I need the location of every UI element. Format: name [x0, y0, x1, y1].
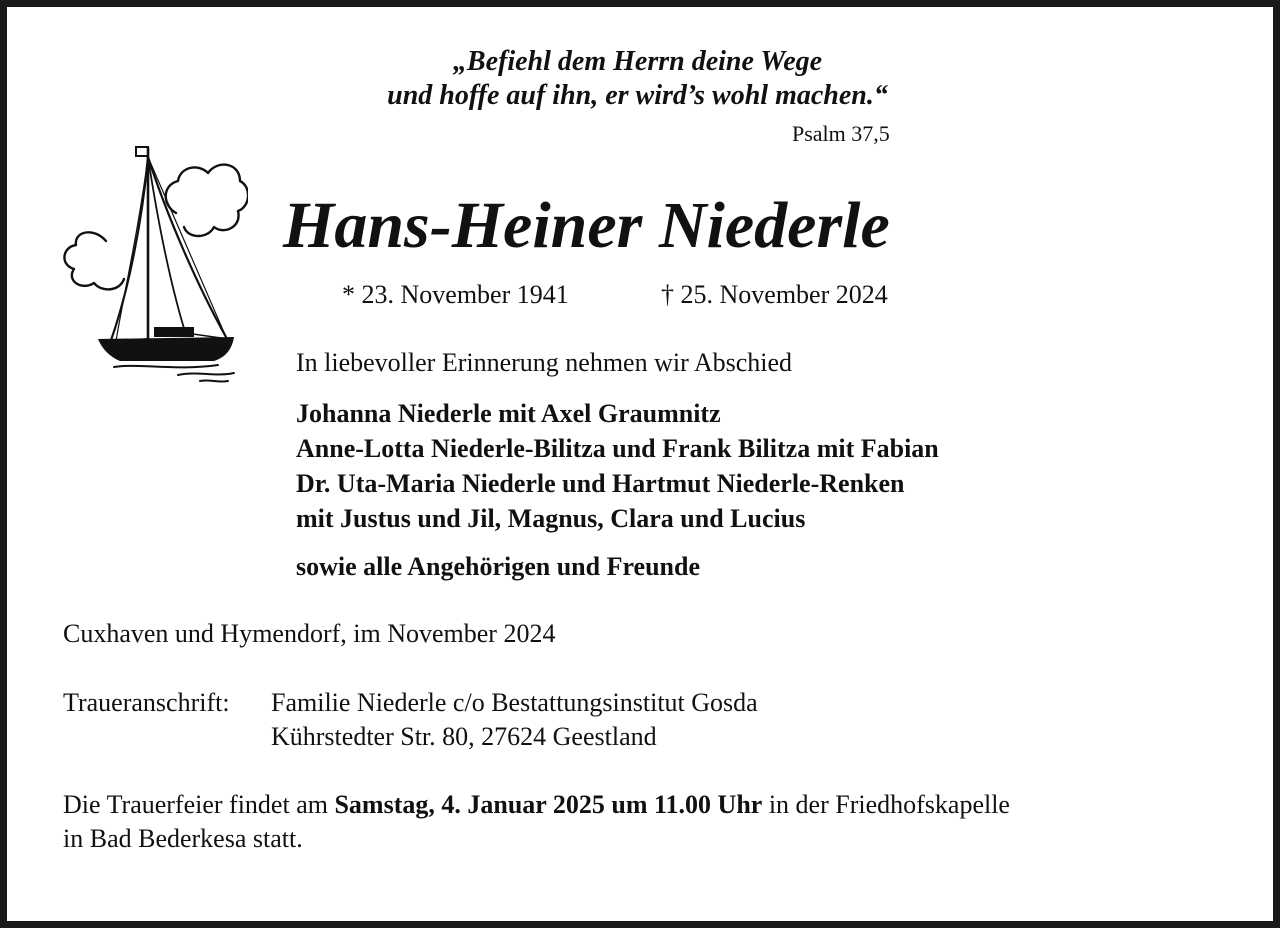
mourner-line: Johanna Niederle mit Axel Graumnitz: [296, 399, 721, 428]
farewell-intro: In liebevoller Erinnerung nehmen wir Abschied: [296, 348, 793, 377]
quote-line-2: und hoffe auf ihn, er wird’s wohl machen.“: [387, 80, 888, 111]
death-date: † 25. November 2024: [661, 280, 888, 309]
flag-shape: [136, 147, 148, 156]
ceremony-suffix: in der Friedhofskapelle: [762, 790, 1010, 819]
bible-quote: [355, 45, 920, 113]
ceremony-prefix: Die Trauerfeier findet am: [63, 790, 335, 819]
mourner-line: Dr. Uta-Maria Niederle und Hartmut Niederle-Renken: [296, 469, 905, 498]
ceremony-datetime: Samstag, 4. Januar 2025 um 11.00 Uhr: [334, 790, 763, 819]
deceased-name: Hans-Heiner Niederle: [283, 189, 890, 262]
address-label: Traueranschrift:: [63, 688, 230, 717]
mourner-line: mit Justus und Jil, Magnus, Clara und Lucius: [296, 504, 806, 533]
address-line-2: Kührstedter Str. 80, 27624 Geestland: [271, 722, 657, 751]
place-date: Cuxhaven und Hymendorf, im November 2024: [63, 619, 556, 648]
mourners-list: [296, 396, 939, 536]
others-line: sowie alle Angehörigen und Freunde: [296, 552, 701, 581]
birth-date: * 23. November 1941: [342, 280, 569, 309]
sailboat-with-clouds-icon: [58, 143, 248, 385]
quote-line-1: „Befiehl dem Herrn deine Wege: [452, 46, 823, 77]
mourner-line: Anne-Lotta Niederle-Bilitza und Frank Bilitza mit Fabian: [296, 434, 939, 463]
ceremony-line-1: [63, 788, 1010, 821]
address-line-1: Familie Niederle c/o Bestattungsinstitut Gosda: [271, 688, 758, 717]
ceremony-line-2: in Bad Bederkesa statt.: [63, 824, 303, 853]
quote-source: Psalm 37,5: [792, 121, 890, 146]
hull-shape: [98, 337, 234, 361]
